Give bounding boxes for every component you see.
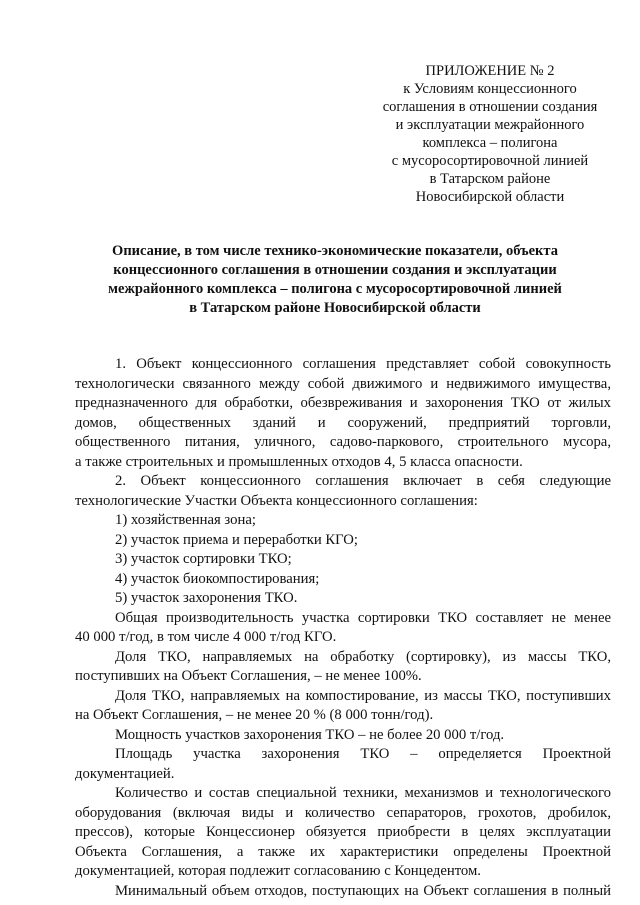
- appendix-line: к Условиям концессионного: [403, 81, 577, 97]
- body-line: Площадь участка захоронения ТКО – определяется Проектной: [115, 746, 611, 762]
- document-body: [75, 355, 611, 901]
- body-line: общественного питания, уличного, садово-паркового, строительного мусора,: [75, 434, 611, 450]
- body-line: Доля ТКО, направляемых на обработку (сортировку), из массы ТКО,: [115, 648, 611, 665]
- appendix-line: соглашения в отношении создания: [382, 99, 598, 115]
- body-line: 2. Объект концессионного соглашения включает в себя следующие: [115, 473, 611, 489]
- appendix-line: комплекса – полигона: [422, 135, 558, 151]
- appendix-line: Новосибирской области: [415, 189, 565, 205]
- body-line: домов, общественных зданий и сооружений, предприятий торговли,: [75, 414, 611, 431]
- appendix-header: [368, 62, 612, 206]
- body-line: документацией, которая подлежит согласованию с Концедентом.: [75, 863, 481, 879]
- body-line: прессов), которые Концессионер обязуется приобрести в целях эксплуатации: [75, 824, 611, 840]
- list-item: 3) участок сортировки ТКО;: [115, 551, 292, 567]
- body-line: Минимальный объем отходов, поступающих на Объект соглашения в полный: [115, 882, 611, 899]
- appendix-line: с мусоросортировочной линией: [391, 153, 589, 169]
- list-item: 5) участок захоронения ТКО.: [115, 590, 298, 606]
- body-line: предназначенного для обработки, обезвреживания и захоронения ТКО от жилых: [75, 395, 611, 411]
- list-item: 4) участок биокомпостирования;: [115, 570, 320, 587]
- body-line: Количество и состав специальной техники, механизмов и технологического: [115, 785, 611, 801]
- body-line: Мощность участков захоронения ТКО – не более 20 000 т/год.: [115, 726, 505, 743]
- title-line: концессионного соглашения в отношении создания и эксплуатации: [113, 262, 557, 278]
- body-line: на Объект Соглашения, – не менее 20 % (8 000 тонн/год).: [75, 707, 434, 723]
- body-line: а также строительных и промышленных отходов 4, 5 класса опасности.: [75, 453, 523, 470]
- body-line: Общая производительность участка сортировки ТКО составляет не менее: [115, 609, 611, 626]
- appendix-line: в Татарском районе: [429, 171, 551, 187]
- body-line: 1. Объект концессионного соглашения представляет собой совокупность: [115, 356, 611, 372]
- title-line: в Татарском районе Новосибирской области: [189, 300, 481, 316]
- body-line: Объекта Соглашения, а также их характеристики определены Проектной: [75, 843, 611, 860]
- list-item: 2) участок приема и переработки КГО;: [115, 531, 358, 548]
- appendix-line: и эксплуатации межрайонного: [395, 117, 585, 133]
- body-line: технологические Участки Объекта концессионного соглашения:: [75, 492, 478, 509]
- body-line: поступивших на Объект Соглашения, – не менее 100%.: [75, 668, 422, 684]
- body-line: технологически связанного между собой движимого и недвижимого имущества,: [75, 375, 611, 392]
- title-line: Описание, в том числе технико-экономические показатели, объекта: [112, 243, 558, 259]
- body-line: оборудования (включая виды и количество сепараторов, грохотов, дробилок,: [75, 804, 611, 821]
- document-title: [60, 242, 610, 318]
- body-line: Доля ТКО, направляемых на компостирование, из массы ТКО, поступивших: [115, 687, 611, 704]
- body-line: документацией.: [75, 765, 175, 782]
- appendix-line: ПРИЛОЖЕНИЕ № 2: [425, 63, 555, 79]
- list-item: 1) хозяйственная зона;: [115, 512, 256, 528]
- title-line: межрайонного комплекса – полигона с мусоросортировочной линией: [108, 281, 562, 297]
- body-line: 40 000 т/год, в том числе 4 000 т/год КГО.: [75, 629, 337, 645]
